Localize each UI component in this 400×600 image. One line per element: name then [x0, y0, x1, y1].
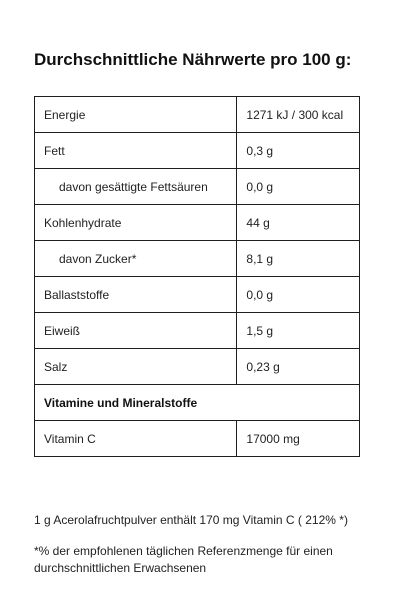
row-value: 0,0 g — [237, 277, 360, 313]
row-label: davon Zucker* — [35, 241, 237, 277]
table-row-fett — [35, 133, 360, 169]
row-value: 1,5 g — [237, 313, 360, 349]
row-value: 44 g — [237, 205, 360, 241]
row-value: 1271 kJ / 300 kcal — [237, 97, 360, 133]
row-label: Energie — [35, 97, 237, 133]
row-value: 8,1 g — [237, 241, 360, 277]
row-label: Fett — [35, 133, 237, 169]
row-label: Eiweiß — [35, 313, 237, 349]
row-label: davon gesättigte Fettsäuren — [35, 169, 237, 205]
row-label: Kohlenhydrate — [35, 205, 237, 241]
table-row-salz — [35, 349, 360, 385]
section-header-label: Vitamine und Mineralstoffe — [35, 385, 360, 421]
row-label: Salz — [35, 349, 237, 385]
row-label: Vitamin C — [35, 421, 237, 457]
page-title: Durchschnittliche Nährwerte pro 100 g: — [34, 50, 352, 69]
row-label: Ballaststoffe — [35, 277, 237, 313]
reference-note: *% der empfohlenen täglichen Referenzmenge für einen durchschnittlichen Erwachsenen — [34, 544, 333, 575]
table-row-energie — [35, 97, 360, 133]
row-value: 17000 mg — [237, 421, 360, 457]
table-row-kohlenhydrate — [35, 205, 360, 241]
row-value: 0,23 g — [237, 349, 360, 385]
row-value: 0,0 g — [237, 169, 360, 205]
row-value: 0,3 g — [237, 133, 360, 169]
table-row-eiweiss — [35, 313, 360, 349]
nutrition-table — [34, 96, 360, 457]
table-section-header — [35, 385, 360, 421]
table-row-vitamin-c — [35, 421, 360, 457]
table-row-gesaettigte-fettsaeuren — [35, 169, 360, 205]
acerola-note: 1 g Acerolafruchtpulver enthält 170 mg Vitamin C ( 212% *) — [34, 513, 348, 527]
table-row-ballaststoffe — [35, 277, 360, 313]
table-row-zucker — [35, 241, 360, 277]
